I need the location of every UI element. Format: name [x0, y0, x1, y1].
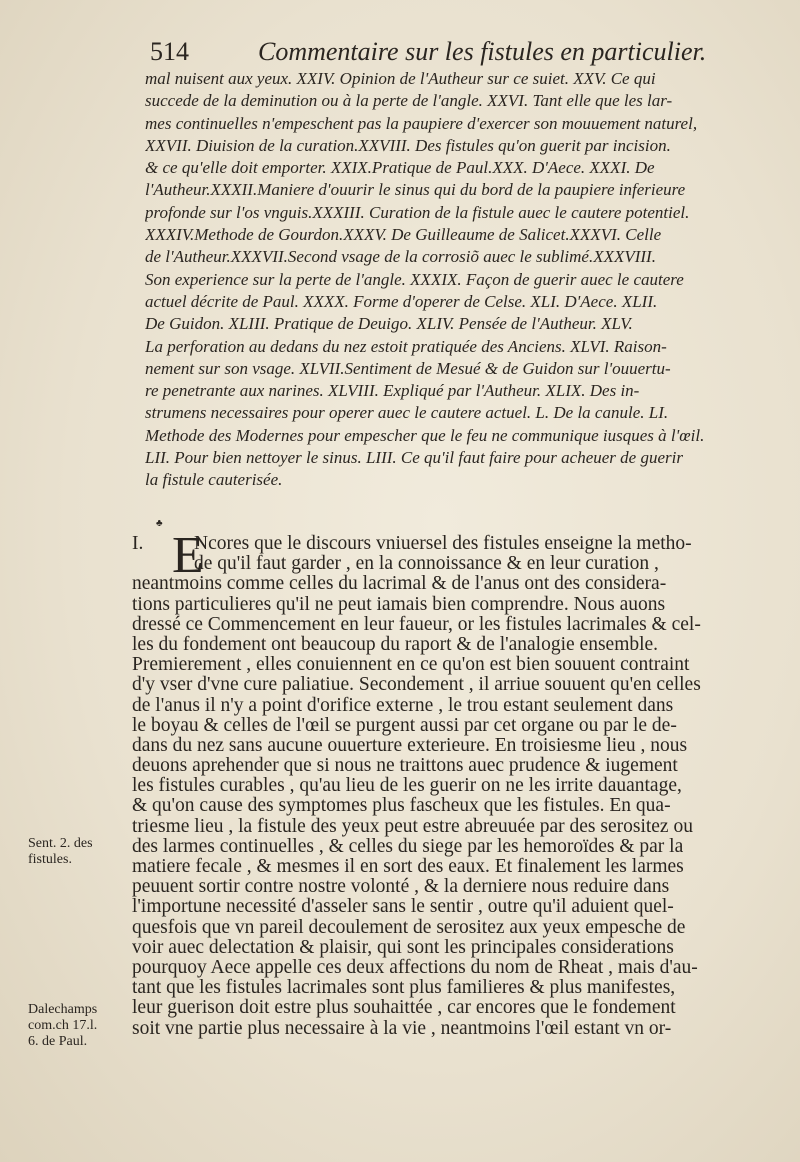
summary-line: Methode des Modernes pour empescher que le feu ne communique iusques à l'œil. [145, 425, 705, 445]
margin-note-sentence [28, 836, 138, 868]
body-line-text: matiere fecale , & mesmes il en sort des eaux. Et finalement les larmes [132, 857, 684, 877]
body-line [132, 696, 757, 716]
body-line-text: tions particulieres qu'il ne peut iamais bien comprendre. Nous auons [132, 594, 666, 615]
body-line [132, 615, 757, 635]
body-line-text: voir auec delectation & plaisir, qui sont les principales considerations [132, 937, 674, 958]
body-line [132, 574, 757, 594]
body-line [132, 918, 757, 938]
margin-note-dalechamps [28, 1002, 138, 1050]
body-line-text: Premierement , elles conuiennent en ce qu'on est bien souuent contraint [132, 655, 690, 676]
body-line-text: de l'anus il n'y a point d'orifice externe , le trou estant seulement dans [132, 695, 674, 716]
body-line-text: peuuent sortir contre nostre volonté , & la derniere nous reduire dans [132, 877, 670, 898]
summary-line: XXXIV.Methode de Gourdon.XXXV. De Guilleaume de Salicet.XXXVI. Celle [145, 225, 662, 245]
body-line [132, 998, 757, 1018]
body-line [132, 716, 757, 736]
section-number: I. [132, 534, 144, 554]
body-line-text: de qu'il faut garder , en la connoissance & en leur curation , [194, 554, 659, 575]
margin-note-line: 6. de Paul. [28, 1034, 88, 1049]
summary-line: re penetrante aux narines. XLVIII. Expliqué par l'Autheur. XLIX. Des in- [145, 381, 640, 401]
body-line [132, 1019, 757, 1039]
body-line [132, 857, 757, 877]
body-line [132, 817, 757, 837]
body-line-text: leur guerison doit estre plus souhaittée , car encores que le fondement [132, 998, 676, 1019]
margin-note-line: fistules. [28, 852, 72, 867]
summary-line: mes continuelles n'empeschent pas la paupiere d'exercer son mouuement naturel, [145, 113, 698, 133]
body-line [132, 534, 757, 554]
summary-line: & ce qu'elle doit emporter. XXIX.Pratique de Paul.XXX. D'Aece. XXXI. De [145, 158, 655, 178]
body-line-text: des larmes continuelles , & celles du siege par les hemoroïdes & par la [132, 836, 684, 857]
body-line-text: Ncores que le discours vniuersel des fistules enseigne la metho- [194, 534, 692, 554]
summary-line: XXVII. Diuision de la curation.XXVIII. Des fistules qu'on guerit par incision. [145, 135, 671, 155]
body-line-text: tant que les fistules lacrimales sont plus familieres & plus manifestes, [132, 978, 676, 999]
body-line-text: quesfois que vn pareil decoulement de serositez aux yeux empesche de [132, 917, 686, 938]
summary-line: nement sur son vsage. XLVII.Sentiment de Mesué & de Guidon sur l'ouuertu- [145, 358, 671, 378]
drop-cap: E [172, 527, 204, 584]
summary-line: l'Autheur.XXXII.Maniere d'ouurir le sinus qui du bord de la paupiere inferieure [145, 180, 686, 200]
running-header [150, 36, 770, 68]
summary-line: succede de la deminution ou à la perte de l'angle. XXVI. Tant elle que les lar- [145, 91, 673, 111]
body-line [132, 675, 757, 695]
body-line-text: neantmoins comme celles du lacrimal & de l'anus ont des considera- [132, 574, 667, 595]
section-mark: ♣ [156, 518, 163, 529]
body-line [132, 978, 757, 998]
body-line-text: les du fondement ont beaucoup du raport & de l'analogie ensemble. [132, 634, 659, 655]
body-line [132, 796, 757, 816]
body-line-text: & qu'on cause des symptomes plus fascheux que les fistules. En qua- [132, 796, 671, 817]
summary-line: de l'Autheur.XXXVII.Second vsage de la corrosiõ auec le sublimé.XXXVIII. [145, 247, 656, 267]
body-line-text: deuons aprehender que si nous ne traittons auec prudence & iugement [132, 756, 678, 777]
body-line [132, 958, 757, 978]
body-line-text: dressé ce Commencement en leur faueur, or les fistules lacrimales & cel- [132, 614, 701, 635]
body-text [132, 527, 757, 1039]
chapter-summary [145, 68, 765, 492]
summary-line: Son experience sur la perte de l'angle. XXXIX. Façon de guerir auec le cautere [145, 269, 684, 289]
body-line [132, 554, 757, 574]
body-line-text: l'importune necessité d'asseler sans le sentir , outre qu'il aduient quel- [132, 897, 674, 918]
body-line [132, 736, 757, 756]
summary-line: strumens necessaires pour operer auec le cautere actuel. L. De la canule. LI. [145, 403, 669, 423]
body-line [132, 877, 757, 897]
summary-line: LII. Pour bien nettoyer le sinus. LIII. Ce qu'il faut faire pour acheuer de guerir [145, 448, 683, 468]
running-title: Commentaire sur les fistules en particulier. [258, 37, 707, 66]
summary-line: La perforation au dedans du nez estoit pratiquée des Anciens. XLVI. Raison- [145, 336, 667, 356]
summary-line: profonde sur l'os vnguis.XXXIII. Curation de la fistule auec le cautere potentiel. [145, 202, 690, 222]
body-line [132, 938, 757, 958]
page-number: 514 [150, 37, 189, 66]
margin-note-line: com.ch 17.l. [28, 1018, 98, 1033]
body-line-text: soit vne partie plus necessaire à la vie , neantmoins l'œil estant vn or- [132, 1018, 672, 1039]
body-line [132, 776, 757, 796]
margin-note-line: Dalechamps [28, 1002, 98, 1017]
body-line-text: triesme lieu , la fistule des yeux peut estre abreuuée par des serositez ou [132, 816, 693, 837]
body-line-text: d'y vser d'vne cure paliatiue. Secondement , il arriue souuent qu'en celles [132, 675, 701, 696]
body-line-text: pourquoy Aece appelle ces deux affections du nom de Rheat , mais d'au- [132, 957, 698, 978]
body-line-text: les fistules curables , qu'au lieu de les guerir on ne les irrite dauantage, [132, 776, 682, 797]
margin-note-line: Sent. 2. des [28, 836, 93, 851]
body-line [132, 655, 757, 675]
body-line [132, 897, 757, 917]
body-line [132, 837, 757, 857]
body-line [132, 756, 757, 776]
summary-line: De Guidon. XLIII. Pratique de Deuigo. XLIV. Pensée de l'Autheur. XLV. [145, 314, 633, 334]
body-line-text: le boyau & celles de l'œil se purgent aussi par cet organe ou par le de- [132, 715, 677, 736]
body-line-text: dans du nez sans aucune ouuerture exterieure. En troisiesme lieu , nous [132, 735, 688, 756]
summary-line: mal nuisent aux yeux. XXIV. Opinion de l'Autheur sur ce suiet. XXV. Ce qui [145, 69, 656, 88]
body-line [132, 595, 757, 615]
body-line [132, 635, 757, 655]
summary-line: la fistule cauterisée. [145, 470, 283, 490]
summary-line: actuel décrite de Paul. XXXX. Forme d'operer de Celse. XLI. D'Aece. XLII. [145, 291, 658, 311]
